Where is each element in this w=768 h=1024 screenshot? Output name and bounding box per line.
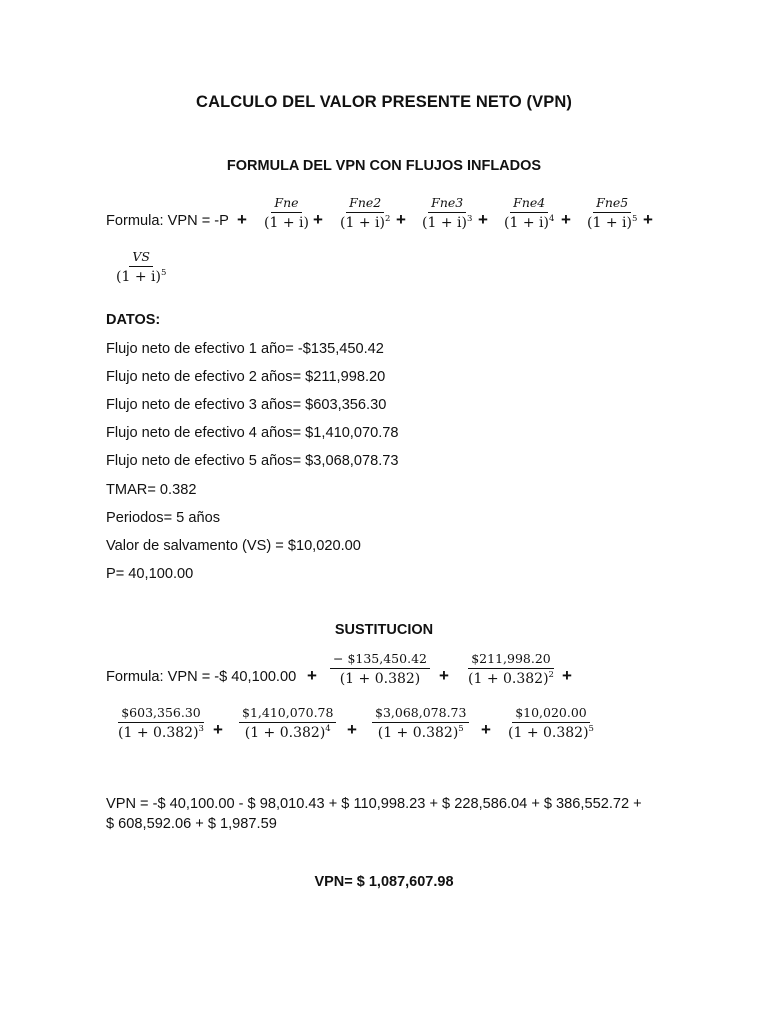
- substituted-fraction-5: $\frac{\$3,068,078.73}{(1 + 0.382)^5}$: [372, 705, 469, 741]
- formula-lead: Formula: VPN = -P: [106, 213, 229, 229]
- formula-fraction-1: Fne (1 + i): [264, 195, 309, 232]
- fraction-numerator: VS: [129, 249, 153, 267]
- plus-sign: +: [313, 210, 323, 229]
- datos-line: Flujo neto de efectivo 4 años= $1,410,070.78: [106, 425, 399, 441]
- substituted-fraction-1: $\frac{- \$135,450.42}{(1 + 0.382)}$: [330, 651, 430, 687]
- plus-sign: +: [213, 720, 223, 739]
- fraction-numerator: $10,020.00: [512, 705, 590, 723]
- plus-sign: +: [307, 666, 317, 685]
- fraction-numerator: Fne2: [346, 195, 384, 213]
- substituted-fraction-6: $\frac{\$10,020.00}{(1 + 0.382)^5}$: [508, 705, 594, 742]
- formula-fraction-4: Fne4 $(1 + i)^4$: [504, 195, 555, 232]
- datos-line: Flujo neto de efectivo 1 año= -$135,450.42: [106, 341, 384, 357]
- datos-heading: DATOS:: [106, 312, 161, 328]
- datos-line: Valor de salvamento (VS) = $10,020.00: [106, 538, 361, 554]
- fraction-numerator: Fne: [271, 195, 301, 213]
- datos-line: Flujo neto de efectivo 3 años= $603,356.30: [106, 397, 387, 413]
- datos-line: Flujo neto de efectivo 5 años= $3,068,078.73: [106, 453, 399, 469]
- formula-fraction-3: Fne3 $(1 + i)^3$: [422, 195, 473, 232]
- plus-sign: +: [481, 720, 491, 739]
- plus-sign: +: [478, 210, 488, 229]
- fraction-numerator: $3,068,078.73: [372, 705, 469, 723]
- substituted-fraction-3: $\frac{\$603,356.30}{(1 + 0.382)^3}$: [118, 705, 204, 742]
- datos-line: TMAR= 0.382: [106, 482, 197, 498]
- fraction-numerator: $211,998.20: [468, 651, 554, 669]
- plus-sign: +: [561, 210, 571, 229]
- formula-subtitle: FORMULA DEL VPN CON FLUJOS INFLADOS: [226, 158, 542, 174]
- fraction-numerator: Fne4: [510, 195, 548, 213]
- plus-sign: +: [439, 666, 449, 685]
- plus-sign: +: [237, 210, 247, 229]
- vpn-expansion-line-2: $ 608,592.06 + $ 1,987.59: [106, 816, 277, 832]
- fraction-numerator: $1,410,070.78: [239, 705, 336, 723]
- sustitucion-lead: Formula: VPN = -$ 40,100.00: [106, 669, 297, 685]
- plus-sign: +: [396, 210, 406, 229]
- plus-sign: +: [562, 666, 572, 685]
- datos-line: Flujo neto de efectivo 2 años= $211,998.20: [106, 369, 386, 385]
- fraction-numerator: − $135,450.42: [330, 651, 430, 669]
- formula-fraction-2: Fne2 $(1 + i)^2$: [340, 195, 391, 232]
- fraction-numerator: Fne3: [428, 195, 466, 213]
- substituted-fraction-4: $\frac{\$1,410,070.78}{(1 + 0.382)^4}$: [239, 705, 336, 741]
- substituted-fraction-2: $\frac{\$211,998.20}{(1 + 0.382)^2}$: [468, 651, 554, 688]
- fraction-numerator: $603,356.30: [118, 705, 204, 723]
- page-title: CALCULO DEL VALOR PRESENTE NETO (VPN): [196, 93, 572, 111]
- plus-sign: +: [347, 720, 357, 739]
- vpn-result: VPN= $ 1,087,607.98: [314, 874, 454, 890]
- datos-line: P= 40,100.00: [106, 566, 194, 582]
- formula-fraction-vs: $\frac{VS}{(1 + i)^5}$: [116, 249, 167, 286]
- plus-sign: +: [643, 210, 653, 229]
- vpn-expansion-line-1: VPN = -$ 40,100.00 - $ 98,010.43 + $ 110,998.23 + $ 228,586.04 + $ 386,552.72 +: [106, 796, 642, 812]
- fraction-numerator: Fne5: [593, 195, 631, 213]
- datos-line: Periodos= 5 años: [106, 510, 220, 526]
- formula-fraction-5: Fne5 $(1 + i)^5$: [587, 195, 638, 232]
- sustitucion-heading: SUSTITUCION: [334, 622, 434, 638]
